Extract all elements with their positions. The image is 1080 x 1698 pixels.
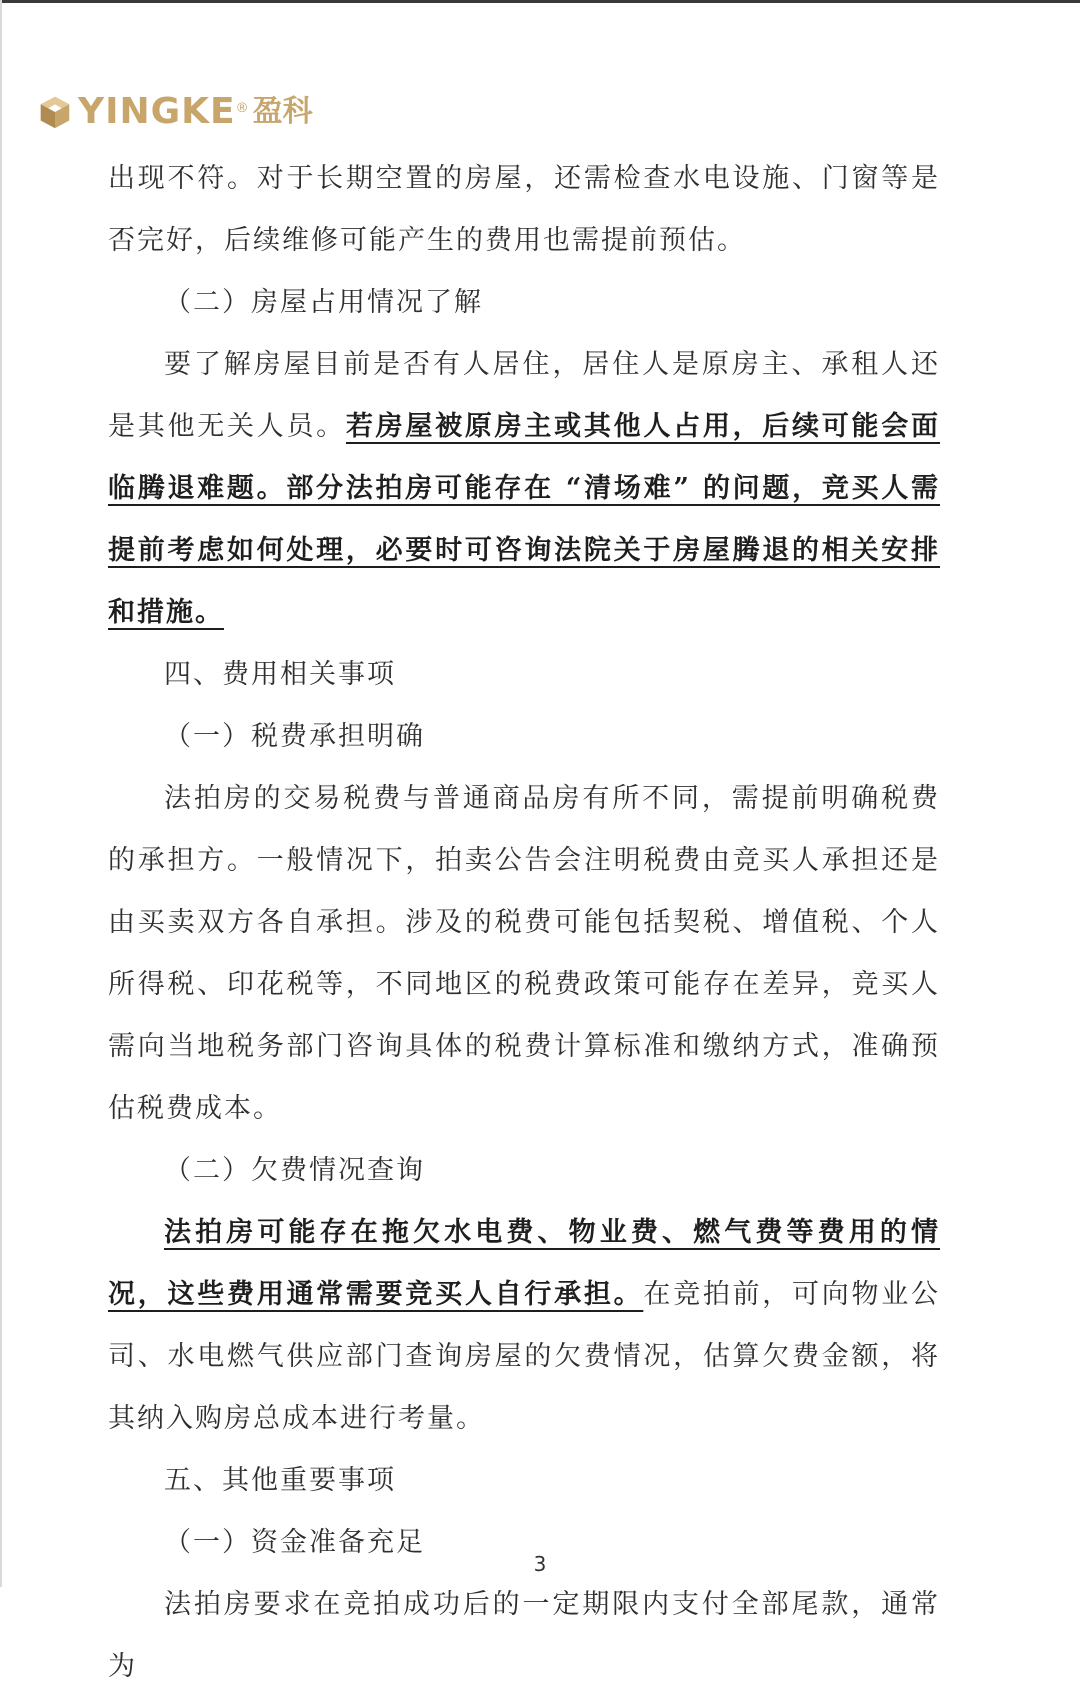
heading-other: 五、其他重要事项 [164, 1465, 396, 1496]
document-body [108, 148, 940, 1698]
paragraph-arrears [108, 1202, 940, 1450]
arrears-text: 在竞拍前，可向物业公司、水电燃气供应部门查询房屋的欠费情况，估算欠费金额，将其纳入购房总成本进行考量。 [108, 1279, 941, 1434]
heading-occupancy: （二）房屋占用情况了解 [164, 287, 483, 318]
yingke-logo [36, 88, 313, 136]
paragraph-tax: 法拍房的交易税费与普通商品房有所不同，需提前明确税费的承担方。一般情况下，拍卖公告会注明税费由竞买人承担还是由买卖双方各自承担。涉及的税费可能包括契税、增值税、个人所得税、印花税等，不同地区的税费政策可能存在差异，竞买人需向当地税务部门咨询具体的税费计算标准和缴纳方式，准确预估税费成本。 [108, 783, 940, 1124]
logo-text-en: YINGKE [78, 91, 236, 132]
paragraph-vacant-house: 出现不符。对于长期空置的房屋，还需检查水电设施、门窗等是否完好，后续维修可能产生的费用也需提前预估。 [108, 163, 940, 256]
arrears-emphasis: 法拍房可能存在拖欠水电费、物业费、燃气费等费用的情况，这些费用通常需要竞买人自行承担。 [108, 1217, 940, 1310]
paragraph-occupancy [108, 334, 940, 644]
top-border [0, 0, 1080, 3]
heading-arrears: （二）欠费情况查询 [164, 1155, 425, 1186]
heading-tax: （一）税费承担明确 [164, 721, 425, 752]
logo-registered-mark: ® [235, 100, 249, 116]
occupancy-emphasis: 若房屋被原房主或其他人占用，后续可能会面临腾退难题。部分法拍房可能存在 “清场难” 的问题，竞买人需提前考虑如何处理，必要时可咨询法院关于房屋腾退的相关安排和措施。 [108, 411, 941, 628]
yingke-logo-icon [36, 93, 74, 131]
paragraph-funds: 法拍房要求在竞拍成功后的一定期限内支付全部尾款，通常为 [108, 1589, 940, 1682]
heading-fees: 四、费用相关事项 [164, 659, 396, 690]
occupancy-text: 要了解房屋目前是否有人居住，居住人是原房主、承租人还是其他无关人员。 [108, 349, 940, 442]
page-edge [0, 0, 2, 1587]
page-number: 3 [533, 1552, 547, 1576]
heading-funds: （一）资金准备充足 [164, 1527, 425, 1558]
logo-text-cn: 盈科 [252, 94, 313, 129]
